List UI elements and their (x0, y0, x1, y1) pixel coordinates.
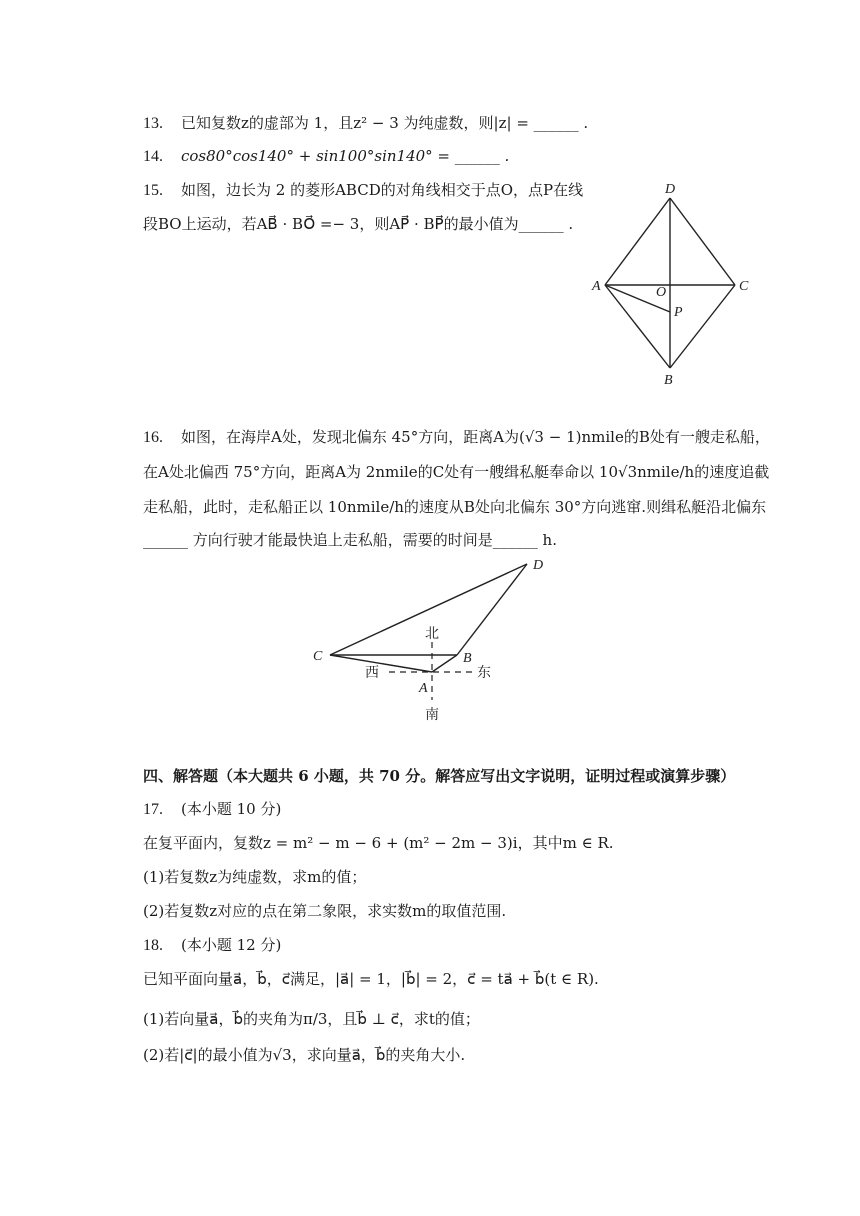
segment-ca (330, 655, 432, 672)
question-14 (143, 146, 509, 167)
question-13 (143, 113, 588, 134)
question-text: 如图，边长为 2 的菱形ABCD的对角线相交于点O，点P在线 (181, 181, 584, 199)
label-north: 北 (425, 626, 439, 642)
question-16-line-2 (143, 462, 769, 482)
question-text: 走私船，此时，走私船正以 10nmile/h的速度从B处向北偏东 30°方向逃窜.则缉私艇沿北偏东 (143, 498, 767, 516)
question-number: 18. (143, 937, 163, 954)
question-text: 如图，在海岸A处，发现北偏东 45°方向，距离A为(√3 − 1)nmile的B处有一艘走私船， (181, 428, 770, 446)
edge-dc (670, 198, 735, 285)
label-south: 南 (425, 707, 439, 723)
question-text: 已知复数z的虚部为 1，且z² − 3 为纯虚数，则|z| = ______ . (181, 114, 589, 132)
question-18-header (143, 935, 281, 956)
question-number: 16. (143, 429, 163, 446)
question-17-header (143, 799, 281, 820)
label-p: P (674, 305, 683, 320)
label-a: A (592, 279, 601, 294)
section-heading: 四、解答题（本大题共 6 小题，共 70 分。解答应写出文字说明，证明过程或演算步骤） (143, 767, 736, 785)
question-points: (本小题 10 分) (181, 800, 282, 818)
label-o: O (656, 285, 667, 300)
label-d: D (533, 558, 544, 573)
label-a: A (419, 681, 428, 696)
question-number: 15. (143, 182, 163, 199)
label-west: 西 (365, 665, 379, 681)
question-text: cos80°cos140° + sin100°sin140° = ______ . (181, 147, 510, 165)
label-c: C (313, 649, 323, 664)
question-15-line-1 (143, 180, 583, 201)
question-16-line-1 (143, 427, 770, 448)
edge-ad (605, 198, 670, 285)
question-16-line-3 (143, 497, 766, 517)
question-15-line-2 (143, 214, 573, 234)
question-16-line-4 (143, 530, 557, 550)
label-b: B (463, 651, 472, 666)
navigation-figure (305, 552, 565, 727)
question-points: (本小题 12 分) (181, 936, 282, 954)
question-number: 13. (143, 115, 163, 132)
question-18-part-1: (1)若向量a⃗，b⃗的夹角为π/3，且b⃗ ⊥ c⃗，求t的值； (143, 1010, 480, 1028)
question-number: 14. (143, 148, 163, 165)
question-number: 17. (143, 801, 163, 818)
question-17-stem: 在复平面内，复数z = m² − m − 6 + (m² − 2m − 3)i，其中m ∈ R. (143, 834, 614, 852)
label-b: B (664, 373, 673, 388)
segment-ab (432, 655, 457, 672)
label-d: D (665, 182, 676, 197)
question-text: 在A处北偏西 75°方向，距离A为 2nmile的C处有一艘缉私艇奉命以 10√3nmile/h的速度追截 (143, 463, 770, 481)
question-18-stem: 已知平面向量a⃗，b⃗，c⃗满足，|a⃗| = 1，|b⃗| = 2，c⃗ = ta⃗ + b⃗(t ∈ R). (143, 970, 599, 988)
label-east: 东 (477, 665, 491, 681)
question-17-part-1: (1)若复数z为纯虚数，求m的值； (143, 868, 367, 886)
edge-cb (670, 285, 735, 368)
question-text: 段BO上运动，若AB⃗ · BO⃗ =− 3，则AP⃗ · BP⃗的最小值为______ . (143, 215, 574, 233)
label-c: C (739, 279, 749, 294)
question-17-part-2: (2)若复数z对应的点在第二象限，求实数m的取值范围. (143, 902, 507, 920)
rhombus-figure (590, 178, 760, 390)
segment-bd (457, 564, 527, 655)
question-18-part-2: (2)若|c⃗|的最小值为√3，求向量a⃗，b⃗的夹角大小. (143, 1046, 466, 1064)
question-text: ______ 方向行驶才能最快追上走私船，需要的时间是______ h. (143, 531, 557, 549)
